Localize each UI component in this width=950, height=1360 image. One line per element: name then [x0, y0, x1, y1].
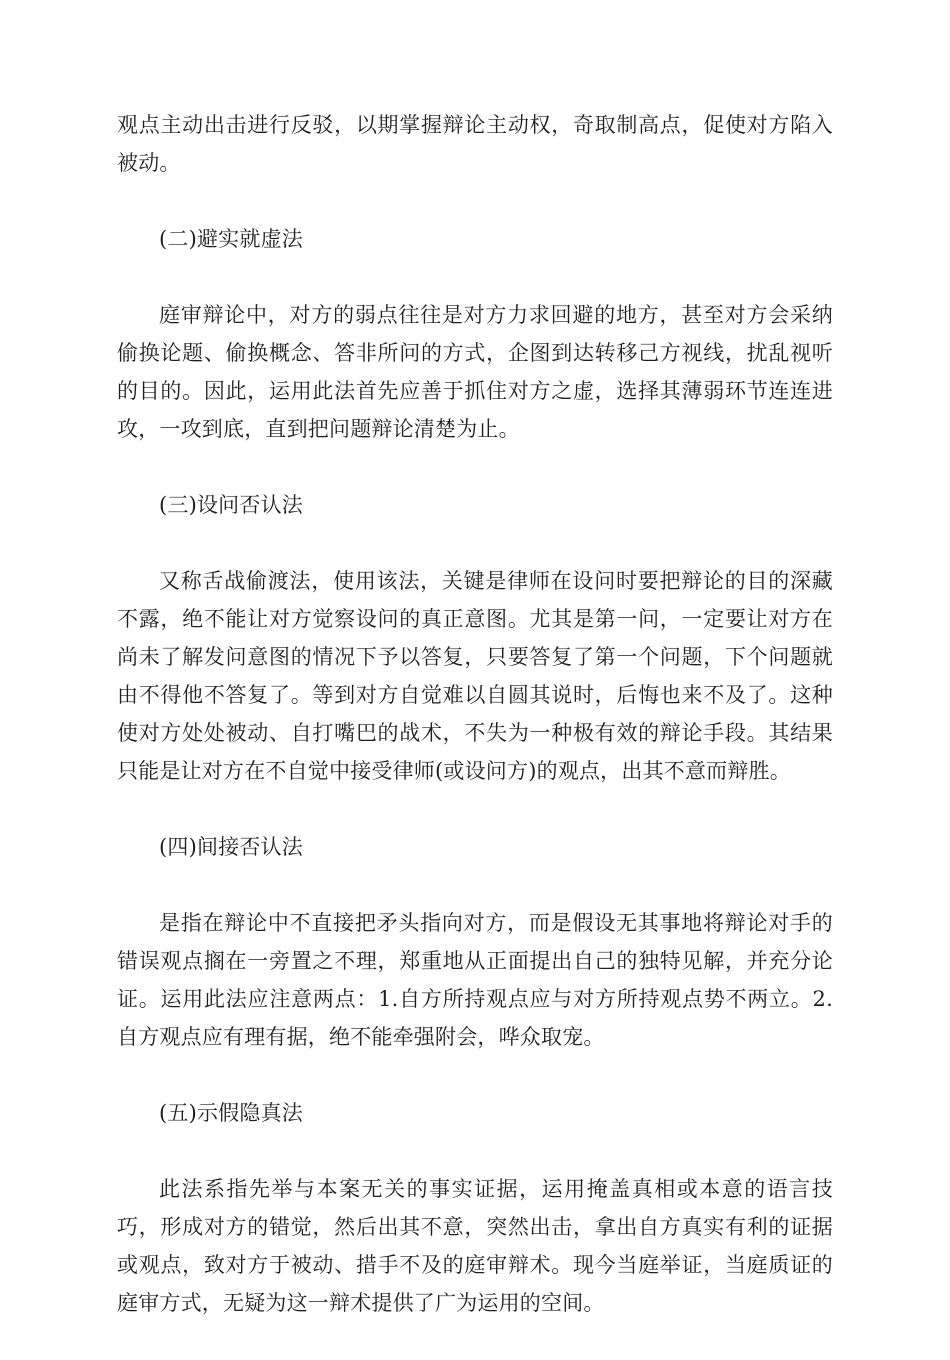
section-body-shewen-fouren: 又称舌战偷渡法，使用该法，关键是律师在设问时要把辩论的目的深藏不露，绝不能让对方觉察设问的真正意图。尤其是第一问，一定要让对方在尚未了解发问意图的情况下予以答复，只要答复了第一个问题，下个问题就由不得他不答复了。等到对方自觉难以自圆其说时，后悔也来不及了。这种使对方处处被动、自打嘴巴的战术，不失为一种极有效的辩论手段。其结果只能是让对方在不自觉中接受律师(或设问方)的观点，出其不意而辩胜。	[117, 569, 833, 783]
section-heading-shewen-fouren: (三)设问否认法	[159, 493, 303, 517]
section-body-shijia-yinzhen: 此法系指先举与本案无关的事实证据，运用掩盖真相或本意的语言技巧，形成对方的错觉，然后出其不意，突然出击，拿出自方真实有利的证据或观点，致对方于被动、措手不及的庭审辩术。现今当庭举证，当庭质证的庭审方式，无疑为这一辩术提供了广为运用的空间。	[117, 1177, 833, 1315]
section-heading-shijia-yinzhen: (五)示假隐真法	[159, 1101, 303, 1125]
section-heading-bishi-jiuxu: (二)避实就虚法	[159, 227, 303, 251]
section-body-bishi-jiuxu: 庭审辩论中，对方的弱点往往是对方力求回避的地方，甚至对方会采纳偷换论题、偷换概念、答非所问的方式，企图到达转移己方视线，扰乱视听的目的。因此，运用此法首先应善于抓住对方之虚，选择其薄弱环节连连进攻，一攻到底，直到把问题辩论清楚为止。	[117, 303, 833, 441]
section-heading-jianjie-fouren: (四)间接否认法	[159, 835, 303, 859]
intro-paragraph: 观点主动出击进行反驳，以期掌握辩论主动权，奇取制高点，促使对方陷入被动。	[117, 113, 833, 175]
section-body-jianjie-fouren: 是指在辩论中不直接把矛头指向对方，而是假设无其事地将辩论对手的错误观点搁在一旁置之不理，郑重地从正面提出自己的独特见解，并充分论证。运用此法应注意两点：1.自方所持观点应与对方所持观点势不两立。2.自方观点应有理有据，绝不能牵强附会，哗众取宠。	[117, 911, 833, 1049]
document-body	[117, 106, 833, 1360]
